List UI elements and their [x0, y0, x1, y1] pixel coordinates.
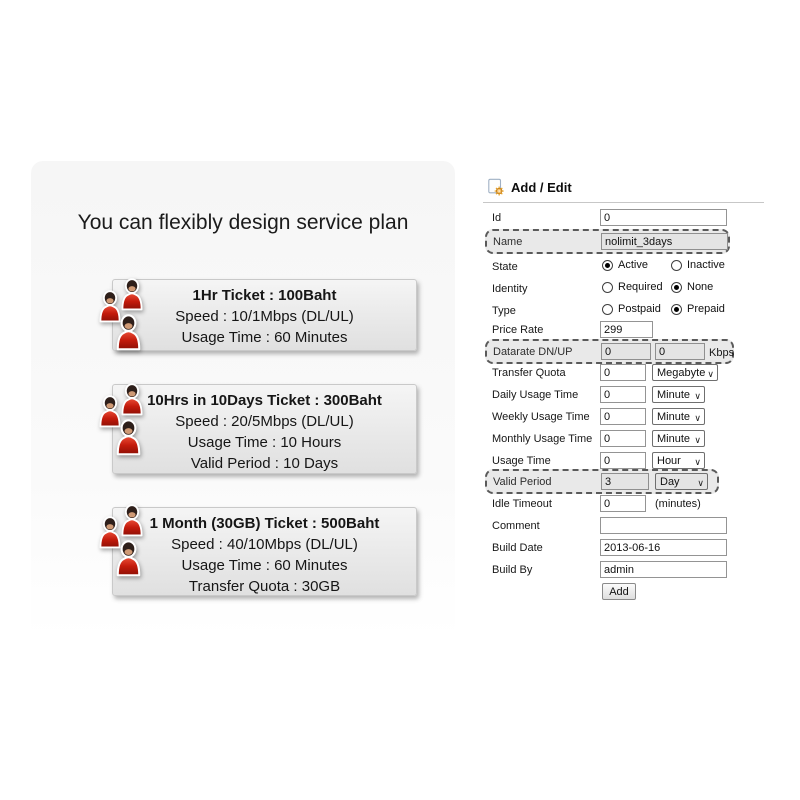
- field-row-usage-time: [485, 452, 762, 470]
- add-edit-form: [485, 172, 762, 612]
- field-row-transfer-quota: [485, 364, 762, 382]
- ticket-line: Speed : 40/10Mbps (DL/UL): [171, 536, 358, 553]
- name-field-highlight: [485, 229, 730, 254]
- monthly-usage-unit-select[interactable]: Minute ∨: [652, 430, 705, 447]
- field-row-add: [485, 583, 762, 601]
- state-label: State: [492, 261, 518, 273]
- state-active-label: Active: [618, 259, 648, 271]
- form-header: [487, 178, 572, 196]
- ticket-line: Speed : 10/1Mbps (DL/UL): [175, 308, 354, 325]
- ticket-title: 1Hr Ticket : 100Baht: [192, 287, 337, 304]
- price-rate-label: Price Rate: [492, 324, 544, 336]
- type-postpaid-label: Postpaid: [618, 303, 661, 315]
- ticket-line: Speed : 20/5Mbps (DL/UL): [175, 413, 354, 430]
- ticket-line: Usage Time : 60 Minutes: [181, 557, 348, 574]
- field-row-type: [485, 302, 762, 320]
- datarate-dn-input[interactable]: [601, 343, 651, 360]
- type-postpaid-radio[interactable]: [602, 304, 613, 315]
- field-row-monthly-usage: [485, 430, 762, 448]
- valid-period-unit-select[interactable]: Day ∨: [655, 473, 708, 490]
- comment-label: Comment: [492, 520, 540, 532]
- field-row-comment: [485, 517, 762, 535]
- build-by-input[interactable]: [600, 561, 727, 578]
- usage-time-unit-select[interactable]: Hour ∨: [652, 452, 705, 469]
- weekly-usage-input[interactable]: [600, 408, 646, 425]
- weekly-usage-unit-select[interactable]: Minute ∨: [652, 408, 705, 425]
- users-icon: [96, 278, 160, 356]
- comment-input[interactable]: [600, 517, 727, 534]
- valid-period-label: Valid Period: [493, 476, 552, 488]
- idle-timeout-input[interactable]: [600, 495, 646, 512]
- monthly-usage-input[interactable]: [600, 430, 646, 447]
- transfer-quota-input[interactable]: [600, 364, 646, 381]
- field-row-daily-usage: [485, 386, 762, 404]
- identity-label: Identity: [492, 283, 528, 295]
- idle-timeout-label: Idle Timeout: [492, 498, 552, 510]
- valid-period-field-highlight: [485, 469, 719, 494]
- state-active-radio[interactable]: [602, 260, 613, 271]
- name-label: Name: [493, 236, 523, 248]
- idle-timeout-suffix: (minutes): [655, 498, 701, 510]
- identity-required-radio[interactable]: [602, 282, 613, 293]
- identity-required-label: Required: [618, 281, 663, 293]
- identity-none-radio[interactable]: [671, 282, 682, 293]
- id-input[interactable]: [600, 209, 727, 226]
- add-button[interactable]: Add: [602, 583, 636, 600]
- price-rate-input[interactable]: [600, 321, 653, 338]
- ticket-title: 1 Month (30GB) Ticket : 500Baht: [149, 515, 380, 532]
- usage-time-input[interactable]: [600, 452, 646, 469]
- build-date-label: Build Date: [492, 542, 543, 554]
- page-title: You can flexibly design service plan: [77, 211, 409, 234]
- datarate-up-input[interactable]: [655, 343, 705, 360]
- ticket-line: Valid Period : 10 Days: [190, 455, 339, 472]
- type-prepaid-label: Prepaid: [687, 303, 725, 315]
- field-row-identity: [485, 280, 762, 298]
- state-inactive-label: Inactive: [687, 259, 725, 271]
- transfer-quota-unit-select[interactable]: Megabyte ∨: [652, 364, 718, 381]
- ticket-line: Usage Time : 60 Minutes: [181, 329, 348, 346]
- type-label: Type: [492, 305, 516, 317]
- field-row-build-date: [485, 539, 762, 557]
- datarate-unit-label: Kbps: [709, 347, 735, 359]
- type-prepaid-radio[interactable]: [671, 304, 682, 315]
- daily-usage-input[interactable]: [600, 386, 646, 403]
- datarate-label: Datarate DN/UP: [493, 346, 573, 358]
- users-icon: [96, 383, 160, 461]
- build-by-label: Build By: [492, 564, 533, 576]
- ticket-title: 10Hrs in 10Days Ticket : 300Baht: [147, 392, 382, 409]
- weekly-usage-label: Weekly Usage Time: [492, 411, 590, 423]
- identity-none-label: None: [687, 281, 714, 293]
- field-row-weekly-usage: [485, 408, 762, 426]
- field-row-idle-timeout: [485, 495, 762, 513]
- ticket-line: Transfer Quota : 30GB: [188, 578, 341, 595]
- name-input[interactable]: [601, 233, 728, 250]
- page-edit-icon: [487, 178, 505, 196]
- state-inactive-radio[interactable]: [671, 260, 682, 271]
- daily-usage-unit-select[interactable]: Minute ∨: [652, 386, 705, 403]
- header-divider: [483, 202, 764, 203]
- field-row-id: [485, 209, 762, 227]
- monthly-usage-label: Monthly Usage Time: [492, 433, 593, 445]
- datarate-field-highlight: [485, 339, 734, 364]
- usage-time-label: Usage Time: [492, 455, 551, 467]
- person-icon: [113, 314, 144, 351]
- form-title: Add / Edit: [511, 179, 572, 195]
- ticket-line: Usage Time : 10 Hours: [187, 434, 342, 451]
- field-row-state: [485, 258, 762, 276]
- person-icon: [113, 419, 144, 456]
- users-icon: [96, 504, 160, 582]
- daily-usage-label: Daily Usage Time: [492, 389, 579, 401]
- build-date-input[interactable]: [600, 539, 727, 556]
- person-icon: [113, 540, 144, 577]
- field-row-build-by: [485, 561, 762, 579]
- valid-period-input[interactable]: [601, 473, 649, 490]
- id-label: Id: [492, 212, 502, 224]
- field-row-price-rate: [485, 321, 762, 339]
- transfer-quota-label: Transfer Quota: [492, 367, 566, 379]
